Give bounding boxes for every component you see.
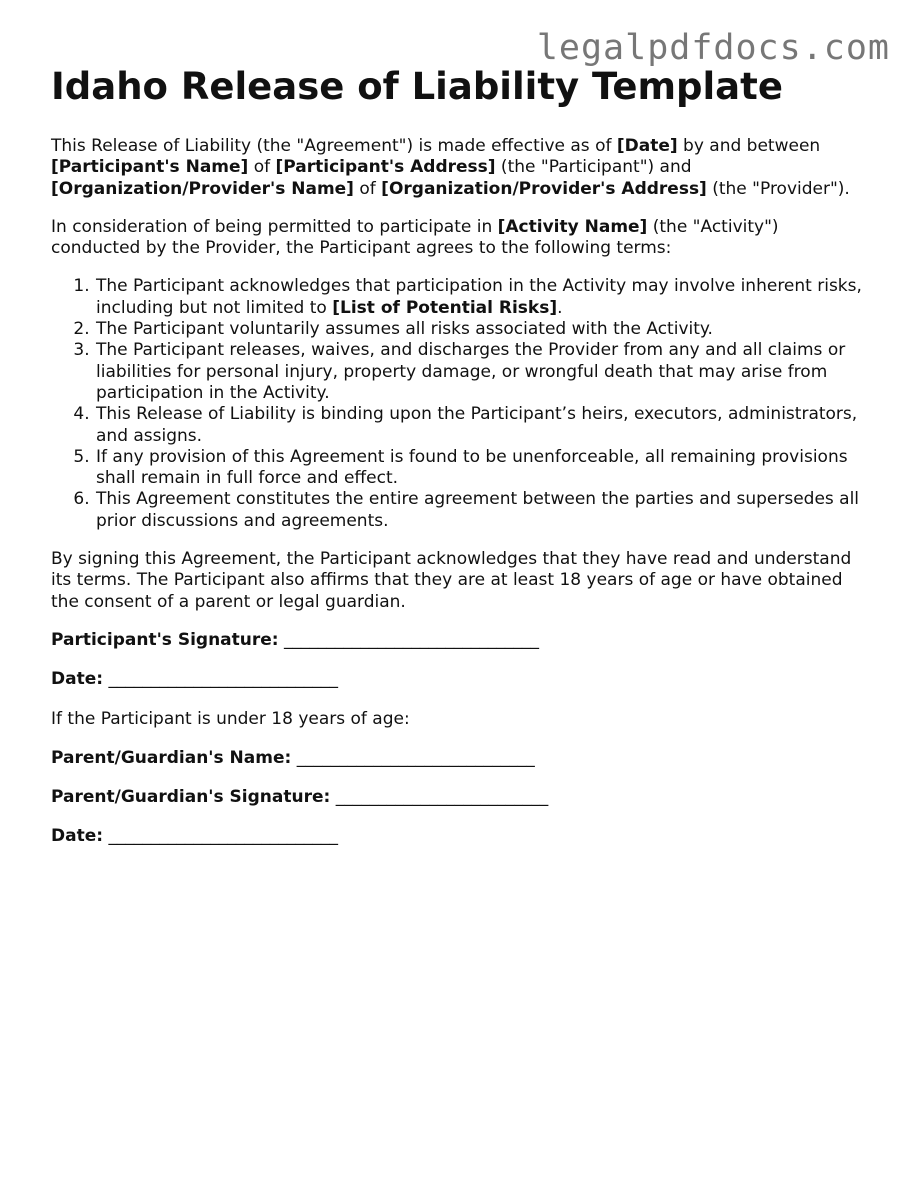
guardian-date-field[interactable]	[51, 826, 871, 847]
acknowledgment-paragraph: By signing this Agreement, the Participant acknowledges that they have read and understand its terms. The Participant also affirms that they are at least 18 years of age or have obtained the consent of a parent or legal guardian.	[51, 549, 852, 612]
guardian-signature-label: Parent/Guardian's Signature:	[51, 787, 331, 808]
term-item: 2. The Participant voluntarily assumes all risks associated with the Activity.	[95, 319, 871, 340]
term-item: 6. This Agreement constitutes the entire agreement between the parties and supersedes all prior discussions and agreements.	[95, 489, 871, 532]
provider-address-placeholder: [Organization/Provider's Address]	[381, 178, 707, 199]
date-label: Date:	[51, 669, 104, 690]
risks-placeholder: [List of Potential Risks]	[332, 297, 558, 318]
intro-text: by and between	[677, 136, 821, 156]
participant-name-placeholder: [Participant's Name]	[51, 157, 249, 178]
guardian-name-label: Parent/Guardian's Name:	[51, 747, 292, 768]
intro-text: of	[353, 178, 382, 199]
participant-signature-field[interactable]	[51, 630, 871, 651]
term-item: 3. The Participant releases, waives, and discharges the Provider from any and all claims or liabilities for personal injury, property damage, or wrongful death that may arise from participation in the Activity.	[95, 340, 871, 404]
date-line[interactable]: ___________________________	[108, 669, 338, 690]
consideration-paragraph	[51, 217, 871, 260]
intro-text: This Release of Liability (the "Agreement") is made effective as of	[51, 136, 617, 156]
terms-list	[51, 276, 871, 532]
document-title: Idaho Release of Liability Template	[51, 65, 783, 108]
watermark: legalpdfdocs.com	[536, 28, 890, 68]
consideration-text: (the "Activity") conducted by the Provider, the Participant agrees to the following terms:	[51, 216, 779, 259]
participant-signature-label: Participant's Signature:	[51, 629, 279, 650]
intro-text: (the "Participant") and	[495, 157, 692, 178]
intro-text: (the "Provider").	[706, 178, 850, 199]
term-item: 4. This Release of Liability is binding upon the Participant’s heirs, executors, administrators, and assigns.	[95, 404, 871, 447]
participant-signature-line[interactable]: ______________________________	[284, 629, 539, 650]
term-item	[95, 276, 871, 319]
intro-text: of	[248, 157, 276, 178]
document-page	[51, 64, 871, 866]
intro-paragraph	[51, 136, 871, 200]
activity-placeholder: [Activity Name]	[497, 216, 648, 237]
term-item: 5. If any provision of this Agreement is found to be unenforceable, all remaining provisions shall remain in full force and effect.	[95, 447, 871, 490]
date-field[interactable]	[51, 669, 871, 690]
date-placeholder: [Date]	[616, 136, 678, 156]
guardian-name-field[interactable]	[51, 748, 871, 769]
guardian-name-line[interactable]: ____________________________	[296, 747, 535, 768]
minor-note: If the Participant is under 18 years of age:	[51, 708, 410, 729]
term-text: .	[557, 297, 563, 318]
guardian-signature-field[interactable]	[51, 787, 871, 808]
guardian-signature-line[interactable]: _________________________	[335, 787, 549, 808]
guardian-date-line[interactable]: ___________________________	[108, 826, 338, 847]
consideration-text: In consideration of being permitted to participate in	[51, 216, 498, 237]
provider-name-placeholder: [Organization/Provider's Name]	[51, 178, 354, 199]
term-text: The Participant acknowledges that participation in the Activity may involve inherent risks, including but not limited to	[96, 276, 862, 318]
guardian-date-label: Date:	[51, 826, 104, 847]
participant-address-placeholder: [Participant's Address]	[275, 157, 496, 178]
